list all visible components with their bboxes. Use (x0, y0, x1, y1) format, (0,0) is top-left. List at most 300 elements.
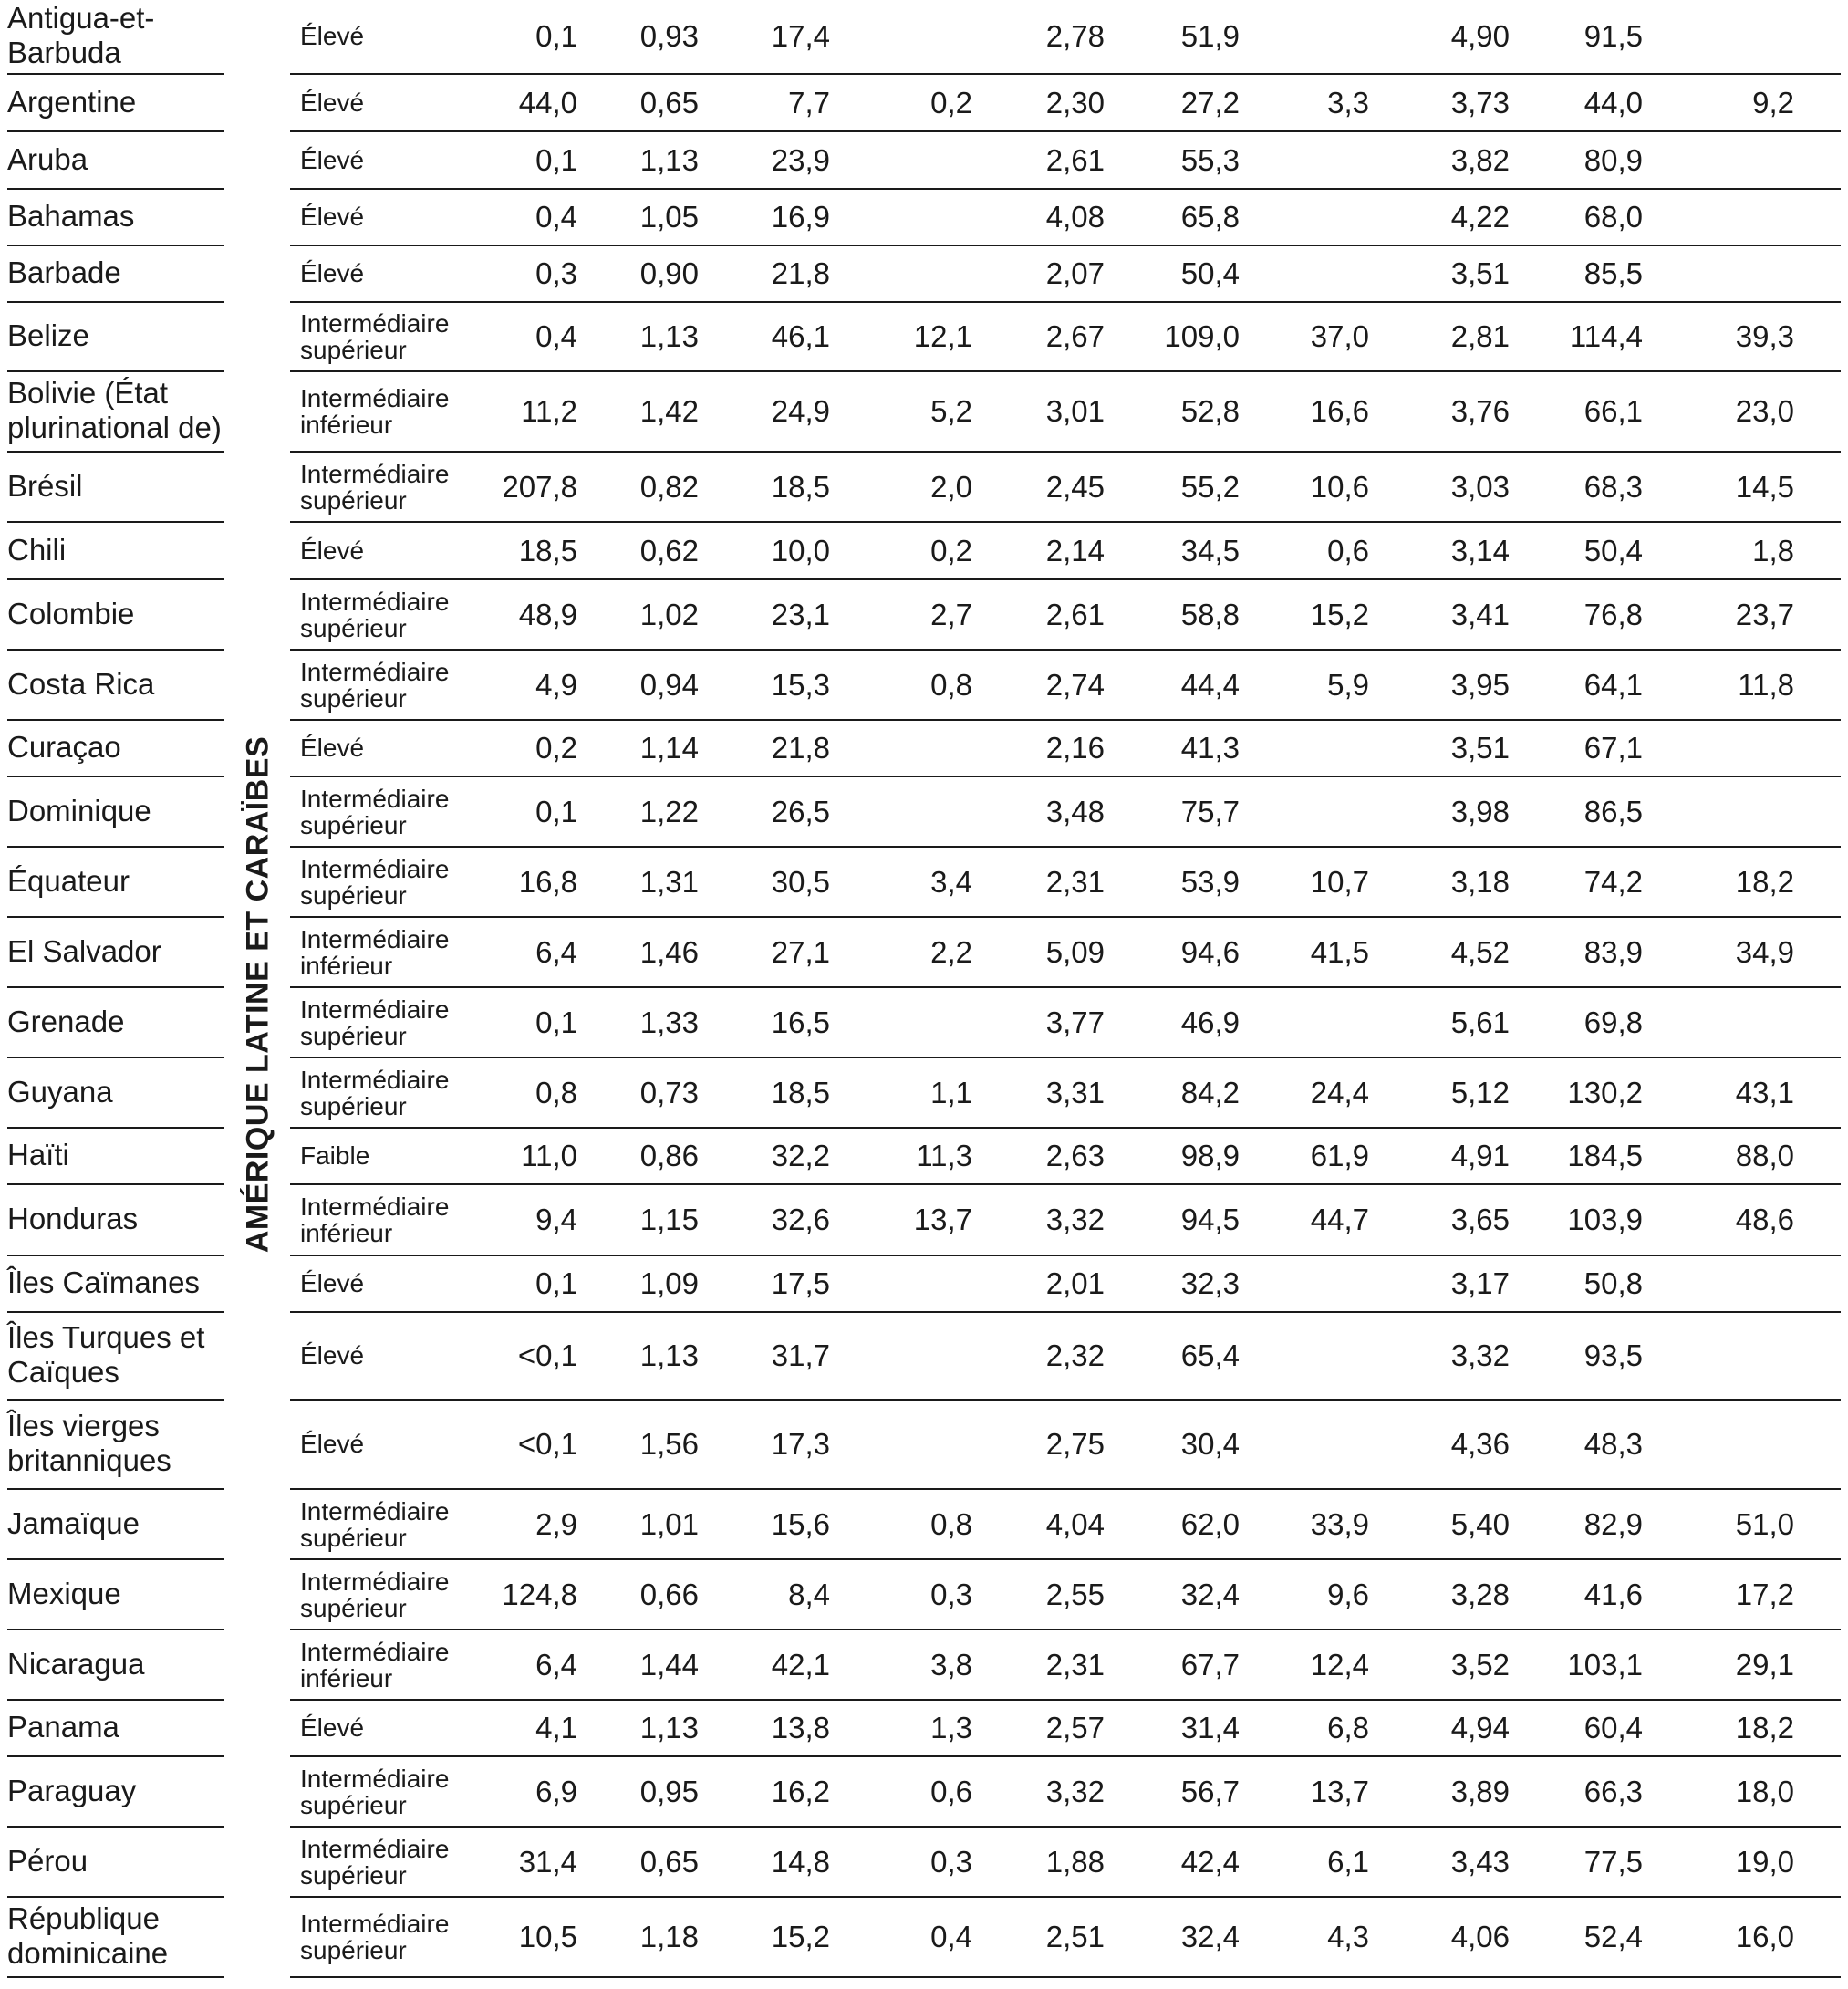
value-cell: 15,3 (771, 667, 830, 702)
value-cell: 2,30 (1045, 85, 1105, 120)
value-cell: 2,2 (930, 934, 972, 969)
value-cell: 34,9 (1735, 934, 1794, 969)
value-cell: 32,2 (771, 1139, 830, 1172)
region-label: AMÉRIQUE LATINE ET CARAÏBES (240, 735, 275, 1254)
country-name: Mexique (7, 1576, 121, 1610)
country-name: Bahamas (7, 199, 135, 233)
value-cell: 3,18 (1450, 864, 1510, 899)
table-row (0, 75, 1848, 132)
value-cell: 4,08 (1045, 200, 1105, 234)
value-cell: 15,6 (771, 1506, 830, 1541)
value-cell: 14,5 (1735, 469, 1794, 504)
value-cell: 13,7 (1310, 1774, 1369, 1808)
country-name: Nicaragua (7, 1646, 145, 1681)
value-cell: 2,31 (1045, 1647, 1105, 1682)
value-cell: 77,5 (1583, 1844, 1643, 1879)
income-level: Élevé (300, 259, 365, 287)
value-cell: 94,5 (1180, 1203, 1240, 1236)
value-cell: 23,7 (1735, 597, 1794, 631)
income-level: Intermédiaire supérieur (300, 459, 450, 515)
value-cell: 69,8 (1583, 1005, 1643, 1039)
value-cell: 2,74 (1045, 667, 1105, 702)
value-cell: 27,1 (771, 934, 830, 969)
value-cell: 13,8 (771, 1711, 830, 1744)
value-cell: 18,2 (1735, 1711, 1794, 1744)
value-cell: 19,0 (1735, 1844, 1794, 1879)
value-cell: 9,6 (1327, 1577, 1369, 1611)
table-row (0, 190, 1848, 246)
value-cell: 65,8 (1180, 200, 1240, 234)
value-cell: 3,4 (930, 864, 972, 899)
value-cell: 83,9 (1583, 934, 1643, 969)
value-cell: 1,42 (639, 394, 699, 428)
value-cell: 4,04 (1045, 1506, 1105, 1541)
value-cell: 34,5 (1180, 533, 1240, 568)
value-cell: 2,7 (930, 597, 972, 631)
country-name: Équateur (7, 863, 130, 898)
table-row (0, 523, 1848, 580)
value-cell: 0,1 (535, 1005, 577, 1039)
value-cell: 58,8 (1180, 597, 1240, 631)
value-cell: 0,62 (639, 533, 699, 568)
value-cell: 1,56 (639, 1427, 699, 1461)
value-cell: 6,8 (1327, 1711, 1369, 1744)
value-cell: 42,1 (771, 1647, 830, 1682)
table-row (0, 1185, 1848, 1256)
table-row (0, 1898, 1848, 1978)
table-row (0, 1630, 1848, 1701)
value-cell: 124,8 (502, 1577, 577, 1611)
value-cell: 3,48 (1045, 794, 1105, 828)
income-level: Intermédiaire supérieur (300, 1764, 450, 1819)
value-cell: 48,9 (518, 597, 577, 631)
value-cell: 10,6 (1310, 469, 1369, 504)
value-cell: 2,75 (1045, 1427, 1105, 1461)
value-cell: 41,6 (1583, 1577, 1643, 1611)
row-divider (290, 1976, 1841, 1978)
value-cell: 1,3 (930, 1711, 972, 1744)
value-cell: 2,51 (1045, 1920, 1105, 1953)
value-cell: 1,13 (639, 319, 699, 353)
value-cell: 1,15 (639, 1203, 699, 1236)
value-cell: 4,22 (1450, 200, 1510, 234)
value-cell: 56,7 (1180, 1774, 1240, 1808)
value-cell: 16,5 (771, 1005, 830, 1039)
value-cell: 23,9 (771, 142, 830, 177)
value-cell: 0,1 (535, 142, 577, 177)
value-cell: 9,4 (535, 1203, 577, 1236)
value-cell: 0,3 (535, 256, 577, 290)
value-cell: 2,45 (1045, 469, 1105, 504)
value-cell: 114,4 (1569, 319, 1643, 353)
value-cell: 67,1 (1583, 731, 1643, 765)
income-level: Intermédiaire supérieur (300, 587, 450, 642)
value-cell: 5,40 (1450, 1506, 1510, 1541)
value-cell: 3,3 (1327, 85, 1369, 120)
table-row (0, 580, 1848, 651)
value-cell: 2,61 (1045, 142, 1105, 177)
value-cell: 0,3 (930, 1844, 972, 1879)
value-cell: 52,8 (1180, 394, 1240, 428)
value-cell: 2,67 (1045, 319, 1105, 353)
value-cell: 32,4 (1180, 1577, 1240, 1611)
income-level: Élevé (300, 1341, 365, 1369)
value-cell: 37,0 (1310, 319, 1369, 353)
value-cell: 16,0 (1735, 1920, 1794, 1953)
value-cell: 60,4 (1583, 1711, 1643, 1744)
value-cell: <0,1 (517, 1338, 577, 1372)
table-row (0, 1701, 1848, 1757)
value-cell: 0,65 (639, 85, 699, 120)
value-cell: 64,1 (1583, 667, 1643, 702)
value-cell: 2,55 (1045, 1577, 1105, 1611)
value-cell: 1,13 (639, 1338, 699, 1372)
table-row (0, 988, 1848, 1058)
row-divider (7, 1976, 224, 1978)
value-cell: 103,1 (1567, 1647, 1643, 1682)
value-cell: 2,57 (1045, 1711, 1105, 1744)
value-cell: 3,8 (930, 1647, 972, 1682)
income-level: Élevé (300, 88, 365, 117)
value-cell: 21,8 (771, 731, 830, 765)
value-cell: 0,1 (535, 19, 577, 53)
value-cell: 0,90 (639, 256, 699, 290)
value-cell: 2,81 (1450, 319, 1510, 353)
value-cell: 0,8 (930, 1506, 972, 1541)
value-cell: 16,8 (518, 864, 577, 899)
value-cell: 1,31 (639, 864, 699, 899)
value-cell: 1,05 (639, 200, 699, 234)
value-cell: 93,5 (1583, 1338, 1643, 1372)
table-row (0, 848, 1848, 918)
income-level: Intermédiaire inférieur (300, 1637, 450, 1692)
income-level: Intermédiaire supérieur (300, 994, 450, 1050)
value-cell: 24,4 (1310, 1075, 1369, 1109)
income-level: Élevé (300, 22, 365, 50)
value-cell: 74,2 (1583, 864, 1643, 899)
value-cell: 3,01 (1045, 394, 1105, 428)
income-level: Élevé (300, 1713, 365, 1742)
table-row (0, 721, 1848, 777)
value-cell: 41,5 (1310, 934, 1369, 969)
value-cell: 17,4 (771, 19, 830, 53)
value-cell: 0,4 (535, 319, 577, 353)
value-cell: 5,61 (1450, 1005, 1510, 1039)
value-cell: 1,46 (639, 934, 699, 969)
value-cell: 48,3 (1583, 1427, 1643, 1461)
value-cell: 0,2 (930, 85, 972, 120)
country-name: Brésil (7, 468, 83, 503)
value-cell: 66,3 (1583, 1774, 1643, 1808)
value-cell: 42,4 (1180, 1844, 1240, 1879)
table-row (0, 777, 1848, 848)
value-cell: 2,32 (1045, 1338, 1105, 1372)
value-cell: 130,2 (1567, 1075, 1643, 1109)
table-row (0, 1757, 1848, 1828)
value-cell: 0,82 (639, 469, 699, 504)
table-row (0, 1490, 1848, 1560)
income-level: Intermédiaire supérieur (300, 309, 450, 364)
value-cell: 10,7 (1310, 864, 1369, 899)
value-cell: 2,07 (1045, 256, 1105, 290)
value-cell: 68,0 (1583, 200, 1643, 234)
value-cell: 67,7 (1180, 1647, 1240, 1682)
value-cell: 15,2 (1310, 597, 1369, 631)
value-cell: 1,8 (1752, 533, 1794, 568)
country-name: République dominicaine (7, 1901, 169, 1970)
value-cell: 91,5 (1583, 19, 1643, 53)
value-cell: 3,32 (1450, 1338, 1510, 1372)
country-name: Îles Caïmanes (7, 1265, 200, 1299)
value-cell: 11,2 (521, 394, 577, 428)
country-name: Bolivie (État plurinational de) (7, 376, 222, 444)
value-cell: 0,3 (930, 1577, 972, 1611)
value-cell: 1,44 (639, 1647, 699, 1682)
value-cell: 1,18 (639, 1920, 699, 1953)
country-name: Haïti (7, 1138, 69, 1172)
value-cell: 18,2 (1735, 864, 1794, 899)
table-row (0, 1828, 1848, 1898)
value-cell: 1,22 (639, 794, 699, 828)
country-name: Dominique (7, 793, 151, 828)
value-cell: 0,65 (639, 1844, 699, 1879)
income-level: Intermédiaire inférieur (300, 384, 450, 439)
value-cell: 6,1 (1327, 1844, 1369, 1879)
value-cell: 50,4 (1583, 533, 1643, 568)
value-cell: 4,91 (1450, 1139, 1510, 1172)
value-cell: 85,5 (1583, 256, 1643, 290)
value-cell: 4,90 (1450, 19, 1510, 53)
value-cell: 11,3 (916, 1139, 972, 1172)
income-level: Intermédiaire supérieur (300, 1834, 450, 1890)
value-cell: 3,77 (1045, 1005, 1105, 1039)
value-cell: 4,1 (535, 1711, 577, 1744)
value-cell: 4,9 (535, 667, 577, 702)
country-name: El Salvador (7, 933, 161, 968)
income-level: Élevé (300, 203, 365, 231)
value-cell: 82,9 (1583, 1506, 1643, 1541)
value-cell: 32,3 (1180, 1266, 1240, 1300)
income-level: Élevé (300, 1430, 365, 1458)
value-cell: 0,73 (639, 1075, 699, 1109)
value-cell: 17,5 (771, 1266, 830, 1300)
income-level: Intermédiaire supérieur (300, 657, 450, 713)
value-cell: 11,8 (1738, 667, 1794, 702)
value-cell: 207,8 (502, 469, 577, 504)
value-cell: 6,4 (535, 934, 577, 969)
value-cell: 50,8 (1583, 1266, 1643, 1300)
value-cell: 44,0 (1583, 85, 1643, 120)
value-cell: 32,6 (771, 1203, 830, 1236)
value-cell: 0,94 (639, 667, 699, 702)
value-cell: 3,32 (1045, 1774, 1105, 1808)
value-cell: 2,63 (1045, 1139, 1105, 1172)
value-cell: 24,9 (771, 394, 830, 428)
income-level: Élevé (300, 1269, 365, 1297)
value-cell: 9,2 (1752, 85, 1794, 120)
value-cell: 2,14 (1045, 533, 1105, 568)
value-cell: 7,7 (788, 85, 830, 120)
value-cell: 88,0 (1735, 1139, 1794, 1172)
value-cell: 32,4 (1180, 1920, 1240, 1953)
value-cell: 0,8 (930, 667, 972, 702)
value-cell: 5,12 (1450, 1075, 1510, 1109)
income-level: Intermédiaire supérieur (300, 1496, 450, 1552)
value-cell: 3,65 (1450, 1203, 1510, 1236)
country-name: Pérou (7, 1843, 88, 1878)
value-cell: 3,17 (1450, 1266, 1510, 1300)
value-cell: 55,3 (1180, 142, 1240, 177)
value-cell: 3,31 (1045, 1075, 1105, 1109)
value-cell: 52,4 (1583, 1920, 1643, 1953)
table-row (0, 918, 1848, 988)
value-cell: 3,51 (1450, 256, 1510, 290)
country-name: Belize (7, 318, 89, 352)
value-cell: 3,52 (1450, 1647, 1510, 1682)
table-row (0, 1129, 1848, 1185)
value-cell: 30,5 (771, 864, 830, 899)
value-cell: 46,1 (771, 319, 830, 353)
value-cell: 3,82 (1450, 142, 1510, 177)
value-cell: 18,5 (771, 1075, 830, 1109)
value-cell: 1,02 (639, 597, 699, 631)
country-name: Grenade (7, 1004, 125, 1038)
value-cell: 2,01 (1045, 1266, 1105, 1300)
value-cell: 41,3 (1180, 731, 1240, 765)
income-level: Élevé (300, 734, 365, 762)
value-cell: 17,2 (1735, 1577, 1794, 1611)
value-cell: 30,4 (1180, 1427, 1240, 1461)
value-cell: 4,36 (1450, 1427, 1510, 1461)
value-cell: 3,41 (1450, 597, 1510, 631)
value-cell: 1,14 (639, 731, 699, 765)
value-cell: 4,52 (1450, 934, 1510, 969)
value-cell: 0,95 (639, 1774, 699, 1808)
value-cell: 65,4 (1180, 1338, 1240, 1372)
value-cell: 55,2 (1180, 469, 1240, 504)
value-cell: 5,09 (1045, 934, 1105, 969)
value-cell: 94,6 (1180, 934, 1240, 969)
value-cell: 4,94 (1450, 1711, 1510, 1744)
value-cell: 16,9 (771, 200, 830, 234)
value-cell: 3,51 (1450, 731, 1510, 765)
value-cell: 0,2 (535, 731, 577, 765)
value-cell: 17,3 (771, 1427, 830, 1461)
value-cell: 6,9 (535, 1774, 577, 1808)
value-cell: 27,2 (1180, 85, 1240, 120)
value-cell: 0,1 (535, 1266, 577, 1300)
country-name: Argentine (7, 84, 137, 119)
value-cell: 31,7 (771, 1338, 830, 1372)
value-cell: 66,1 (1583, 394, 1643, 428)
value-cell: 0,66 (639, 1577, 699, 1611)
value-cell: 0,4 (930, 1920, 972, 1953)
value-cell: 62,0 (1180, 1506, 1240, 1541)
country-name: Antigua-et-Barbuda (7, 1, 155, 69)
value-cell: 23,0 (1735, 394, 1794, 428)
value-cell: 103,9 (1567, 1203, 1643, 1236)
income-level: Intermédiaire supérieur (300, 784, 450, 839)
value-cell: 3,28 (1450, 1577, 1510, 1611)
value-cell: 3,76 (1450, 394, 1510, 428)
table-row (0, 1560, 1848, 1630)
income-level: Intermédiaire inférieur (300, 1192, 450, 1247)
value-cell: 0,2 (930, 533, 972, 568)
value-cell: 26,5 (771, 794, 830, 828)
value-cell: 184,5 (1567, 1139, 1643, 1172)
table-row (0, 132, 1848, 190)
value-cell: 80,9 (1583, 142, 1643, 177)
value-cell: 0,4 (535, 200, 577, 234)
country-name: Costa Rica (7, 666, 155, 701)
value-cell: 53,9 (1180, 864, 1240, 899)
value-cell: 75,7 (1180, 794, 1240, 828)
income-level: Intermédiaire supérieur (300, 1065, 450, 1120)
value-cell: 33,9 (1310, 1506, 1369, 1541)
value-cell: 44,4 (1180, 667, 1240, 702)
value-cell: 5,9 (1327, 667, 1369, 702)
country-name: Honduras (7, 1202, 139, 1235)
value-cell: 3,03 (1450, 469, 1510, 504)
value-cell: 31,4 (1180, 1711, 1240, 1744)
country-name: Panama (7, 1710, 119, 1744)
value-cell: 43,1 (1735, 1075, 1794, 1109)
value-cell: 4,06 (1450, 1920, 1510, 1953)
country-name: Îles Turques et Caïques (7, 1320, 205, 1389)
value-cell: 18,5 (771, 469, 830, 504)
country-name: Colombie (7, 596, 135, 630)
table-row (0, 1401, 1848, 1490)
value-cell: 0,93 (639, 19, 699, 53)
value-cell: 0,8 (535, 1075, 577, 1109)
value-cell: 10,0 (771, 533, 830, 568)
value-cell: 3,32 (1045, 1203, 1105, 1236)
value-cell: 16,2 (771, 1774, 830, 1808)
value-cell: 0,86 (639, 1139, 699, 1172)
value-cell: 84,2 (1180, 1075, 1240, 1109)
value-cell: 29,1 (1735, 1647, 1794, 1682)
value-cell: 12,1 (913, 319, 972, 353)
value-cell: 109,0 (1164, 319, 1240, 353)
income-level: Intermédiaire supérieur (300, 1567, 450, 1622)
country-name: Îles vierges britanniques (7, 1409, 171, 1477)
country-name: Guyana (7, 1074, 113, 1109)
value-cell: 3,43 (1450, 1844, 1510, 1879)
value-cell: 2,0 (930, 469, 972, 504)
income-level: Faible (300, 1141, 370, 1170)
value-cell: 39,3 (1735, 319, 1794, 353)
value-cell: 5,2 (930, 394, 972, 428)
value-cell: 2,31 (1045, 864, 1105, 899)
value-cell: 1,01 (639, 1506, 699, 1541)
value-cell: 18,0 (1735, 1774, 1794, 1808)
value-cell: 61,9 (1310, 1139, 1369, 1172)
value-cell: 3,89 (1450, 1774, 1510, 1808)
value-cell: 12,4 (1310, 1647, 1369, 1682)
value-cell: 18,5 (518, 533, 577, 568)
value-cell: 6,4 (535, 1647, 577, 1682)
value-cell: 44,7 (1310, 1203, 1369, 1236)
value-cell: 1,13 (639, 142, 699, 177)
value-cell: <0,1 (517, 1427, 577, 1461)
value-cell: 1,1 (930, 1075, 972, 1109)
value-cell: 13,7 (913, 1203, 972, 1236)
table-row (0, 1256, 1848, 1313)
country-name: Chili (7, 532, 67, 567)
value-cell: 0,6 (1327, 533, 1369, 568)
income-level: Élevé (300, 536, 365, 565)
income-level: Intermédiaire supérieur (300, 854, 450, 910)
